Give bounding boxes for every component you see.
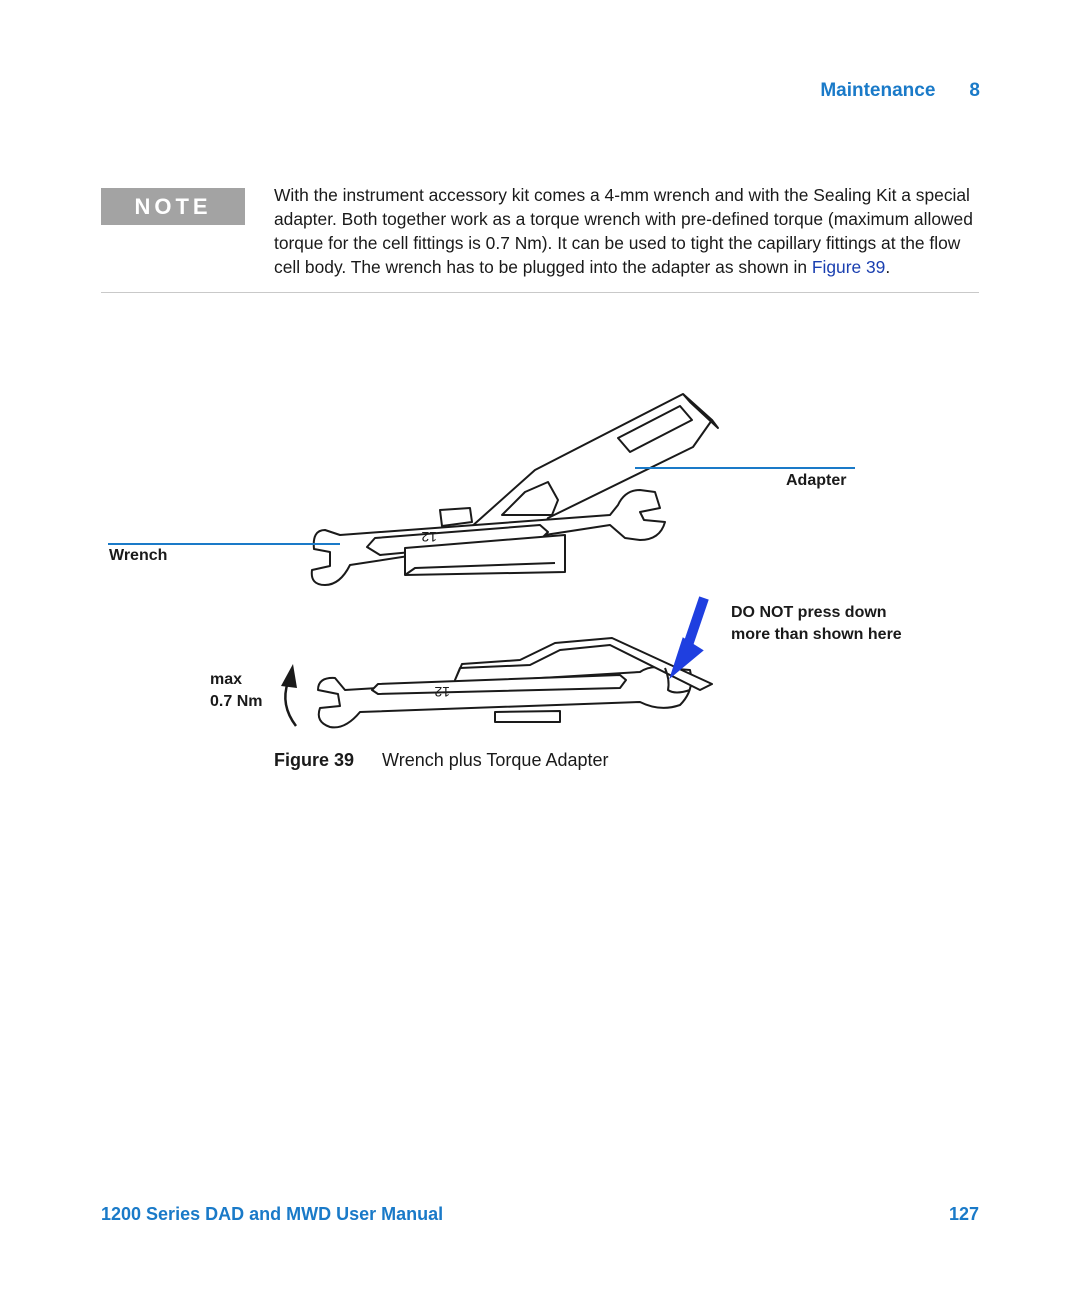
footer-manual-title: 1200 Series DAD and MWD User Manual (101, 1204, 444, 1224)
adapter-part (470, 394, 718, 532)
wrench-assembly-bottom (318, 638, 712, 727)
figure-reference-link[interactable]: Figure 39 (811, 257, 886, 277)
warning-callout-line1: DO NOT press down (731, 604, 887, 621)
torque-callout (210, 669, 262, 713)
figure-caption-title: Wrench plus Torque Adapter (382, 750, 609, 770)
torque-direction-arrow-icon (281, 664, 297, 726)
wrench-callout: Wrench (109, 547, 168, 564)
warning-callout-line2: more than shown here (731, 626, 902, 643)
running-header (820, 80, 980, 102)
header-chapter-number: 8 (969, 80, 980, 101)
adapter-callout: Adapter (786, 472, 847, 489)
note-text-end: . (885, 257, 891, 277)
torque-callout-line1: max (210, 671, 243, 688)
footer-page-number: 127 (948, 1204, 979, 1224)
note-text (274, 183, 984, 279)
torque-callout-line2: 0.7 Nm (210, 693, 263, 710)
note-text-body: With the instrument accessory kit comes a 4-mm wrench and with the Sealing Kit a special adapter. Both together work as a torque wrench with pre-defined torque (maximum allowed torque for the cell fittings is 0.7 Nm). It can be used to tight the capillary fittings at the flow cell body. The wrench has to be plugged into the adapter as shown in (274, 185, 973, 277)
wrench-size-mark-bottom: 12 (434, 684, 450, 700)
note-divider (101, 292, 979, 293)
header-section-title: Maintenance (820, 80, 936, 101)
figure-caption-number: Figure 39 (274, 750, 355, 770)
wrench-part-top (312, 490, 665, 585)
figure-caption (274, 750, 609, 771)
wrench-size-mark-top: 12 (421, 529, 437, 545)
warning-callout (731, 602, 902, 646)
note-label: NOTE (101, 188, 245, 225)
